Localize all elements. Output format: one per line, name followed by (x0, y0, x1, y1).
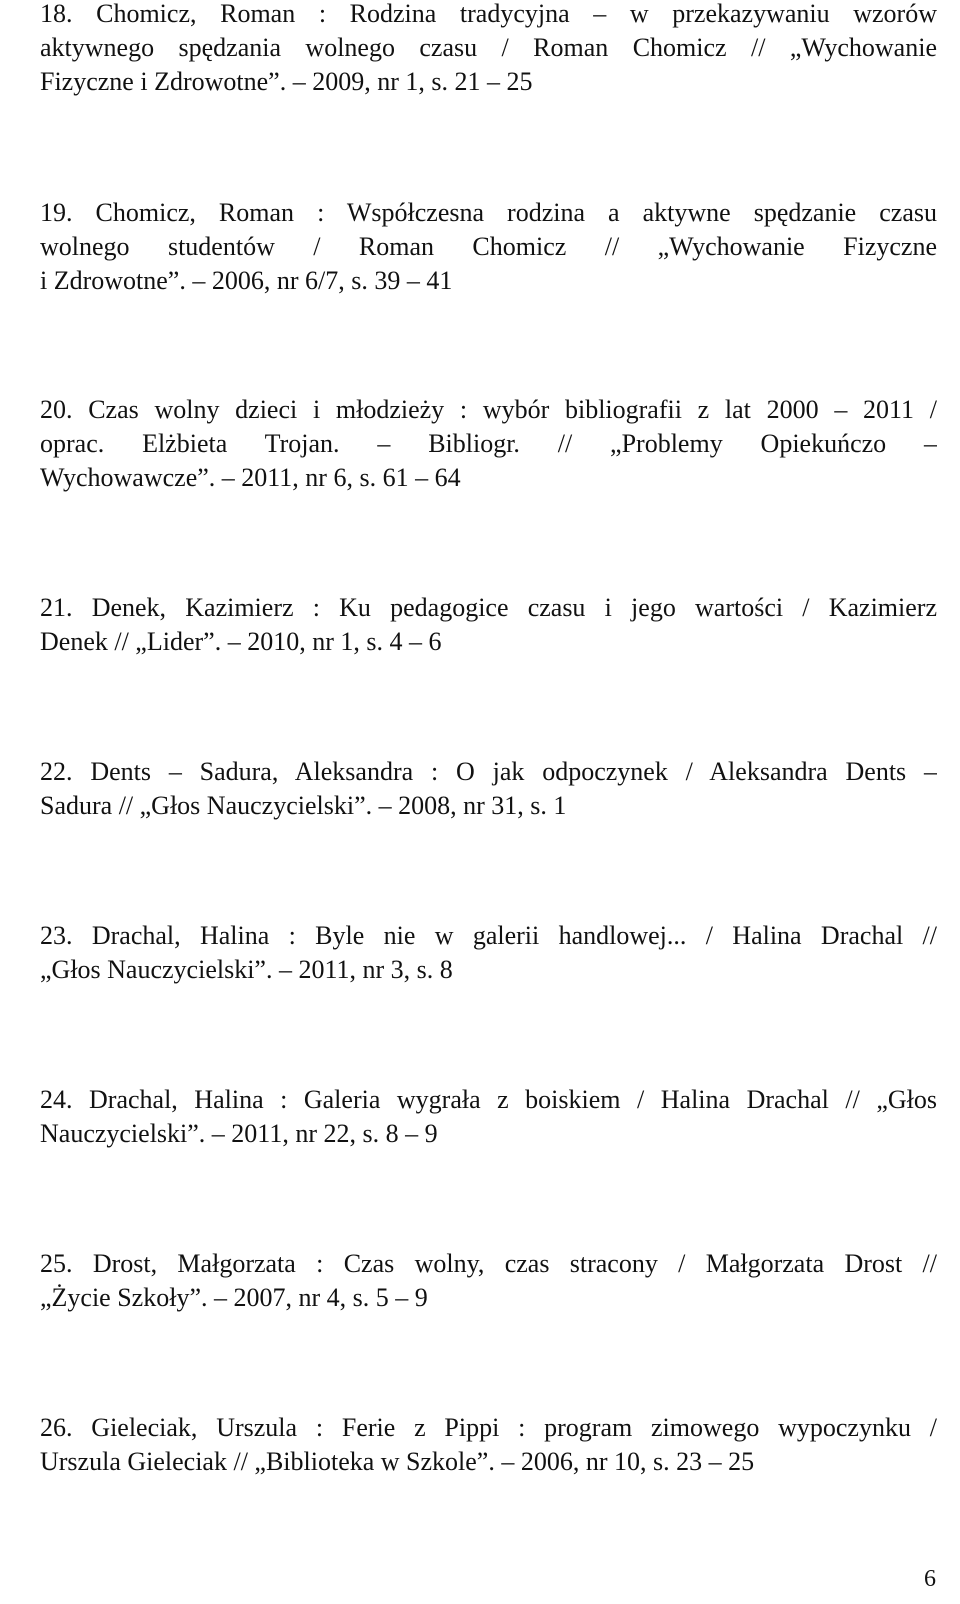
bibliography-entry-25 (40, 1247, 937, 1315)
entry-line: Nauczycielski”. – 2011, nr 22, s. 8 – 9 (40, 1119, 438, 1148)
entry-line: 21. Denek, Kazimierz : Ku pedagogice czasu i jego wartości / Kazimierz (40, 593, 937, 622)
entry-line: 18. Chomicz, Roman : Rodzina tradycyjna – w przekazywaniu wzorów (40, 0, 937, 28)
entry-line: „Głos Nauczycielski”. – 2011, nr 3, s. 8 (40, 955, 453, 984)
entry-line: 20. Czas wolny dzieci i młodzieży : wybór bibliografii z lat 2000 – 2011 / (40, 395, 937, 424)
entry-line: 24. Drachal, Halina : Galeria wygrała z boiskiem / Halina Drachal // „Głos (40, 1085, 937, 1114)
entry-line: 19. Chomicz, Roman : Współczesna rodzina a aktywne spędzanie czasu (40, 198, 937, 227)
entry-line: Denek // „Lider”. – 2010, nr 1, s. 4 – 6 (40, 627, 442, 656)
entry-line: aktywnego spędzania wolnego czasu / Roman Chomicz // „Wychowanie (40, 33, 937, 62)
bibliography-entry-20 (40, 393, 937, 495)
bibliography-entry-23 (40, 919, 937, 987)
bibliography-entry-24 (40, 1083, 937, 1151)
bibliography-entry-19 (40, 196, 937, 298)
page-number: 6 (924, 1566, 936, 1592)
entry-line: „Życie Szkoły”. – 2007, nr 4, s. 5 – 9 (40, 1283, 428, 1312)
bibliography-entry-18 (40, 0, 937, 99)
entry-line: Sadura // „Głos Nauczycielski”. – 2008, nr 31, s. 1 (40, 791, 567, 820)
entry-line: Urszula Gieleciak // „Biblioteka w Szkole”. – 2006, nr 10, s. 23 – 25 (40, 1447, 755, 1476)
entry-line: 25. Drost, Małgorzata : Czas wolny, czas stracony / Małgorzata Drost // (40, 1249, 937, 1278)
entry-line: 26. Gieleciak, Urszula : Ferie z Pippi : program zimowego wypoczynku / (40, 1413, 937, 1442)
entry-line: oprac. Elżbieta Trojan. – Bibliogr. // „Problemy Opiekuńczo – (40, 429, 937, 458)
bibliography-entry-22 (40, 755, 937, 823)
bibliography-entry-21 (40, 591, 937, 659)
entry-line: 22. Dents – Sadura, Aleksandra : O jak odpoczynek / Aleksandra Dents – (40, 757, 937, 786)
entry-line: i Zdrowotne”. – 2006, nr 6/7, s. 39 – 41 (40, 266, 453, 295)
entry-line: 23. Drachal, Halina : Byle nie w galerii handlowej... / Halina Drachal // (40, 921, 937, 950)
entry-line: wolnego studentów / Roman Chomicz // „Wychowanie Fizyczne (40, 232, 937, 261)
entry-line: Wychowawcze”. – 2011, nr 6, s. 61 – 64 (40, 463, 461, 492)
bibliography-entry-26 (40, 1411, 937, 1479)
entry-line: Fizyczne i Zdrowotne”. – 2009, nr 1, s. 21 – 25 (40, 67, 533, 96)
